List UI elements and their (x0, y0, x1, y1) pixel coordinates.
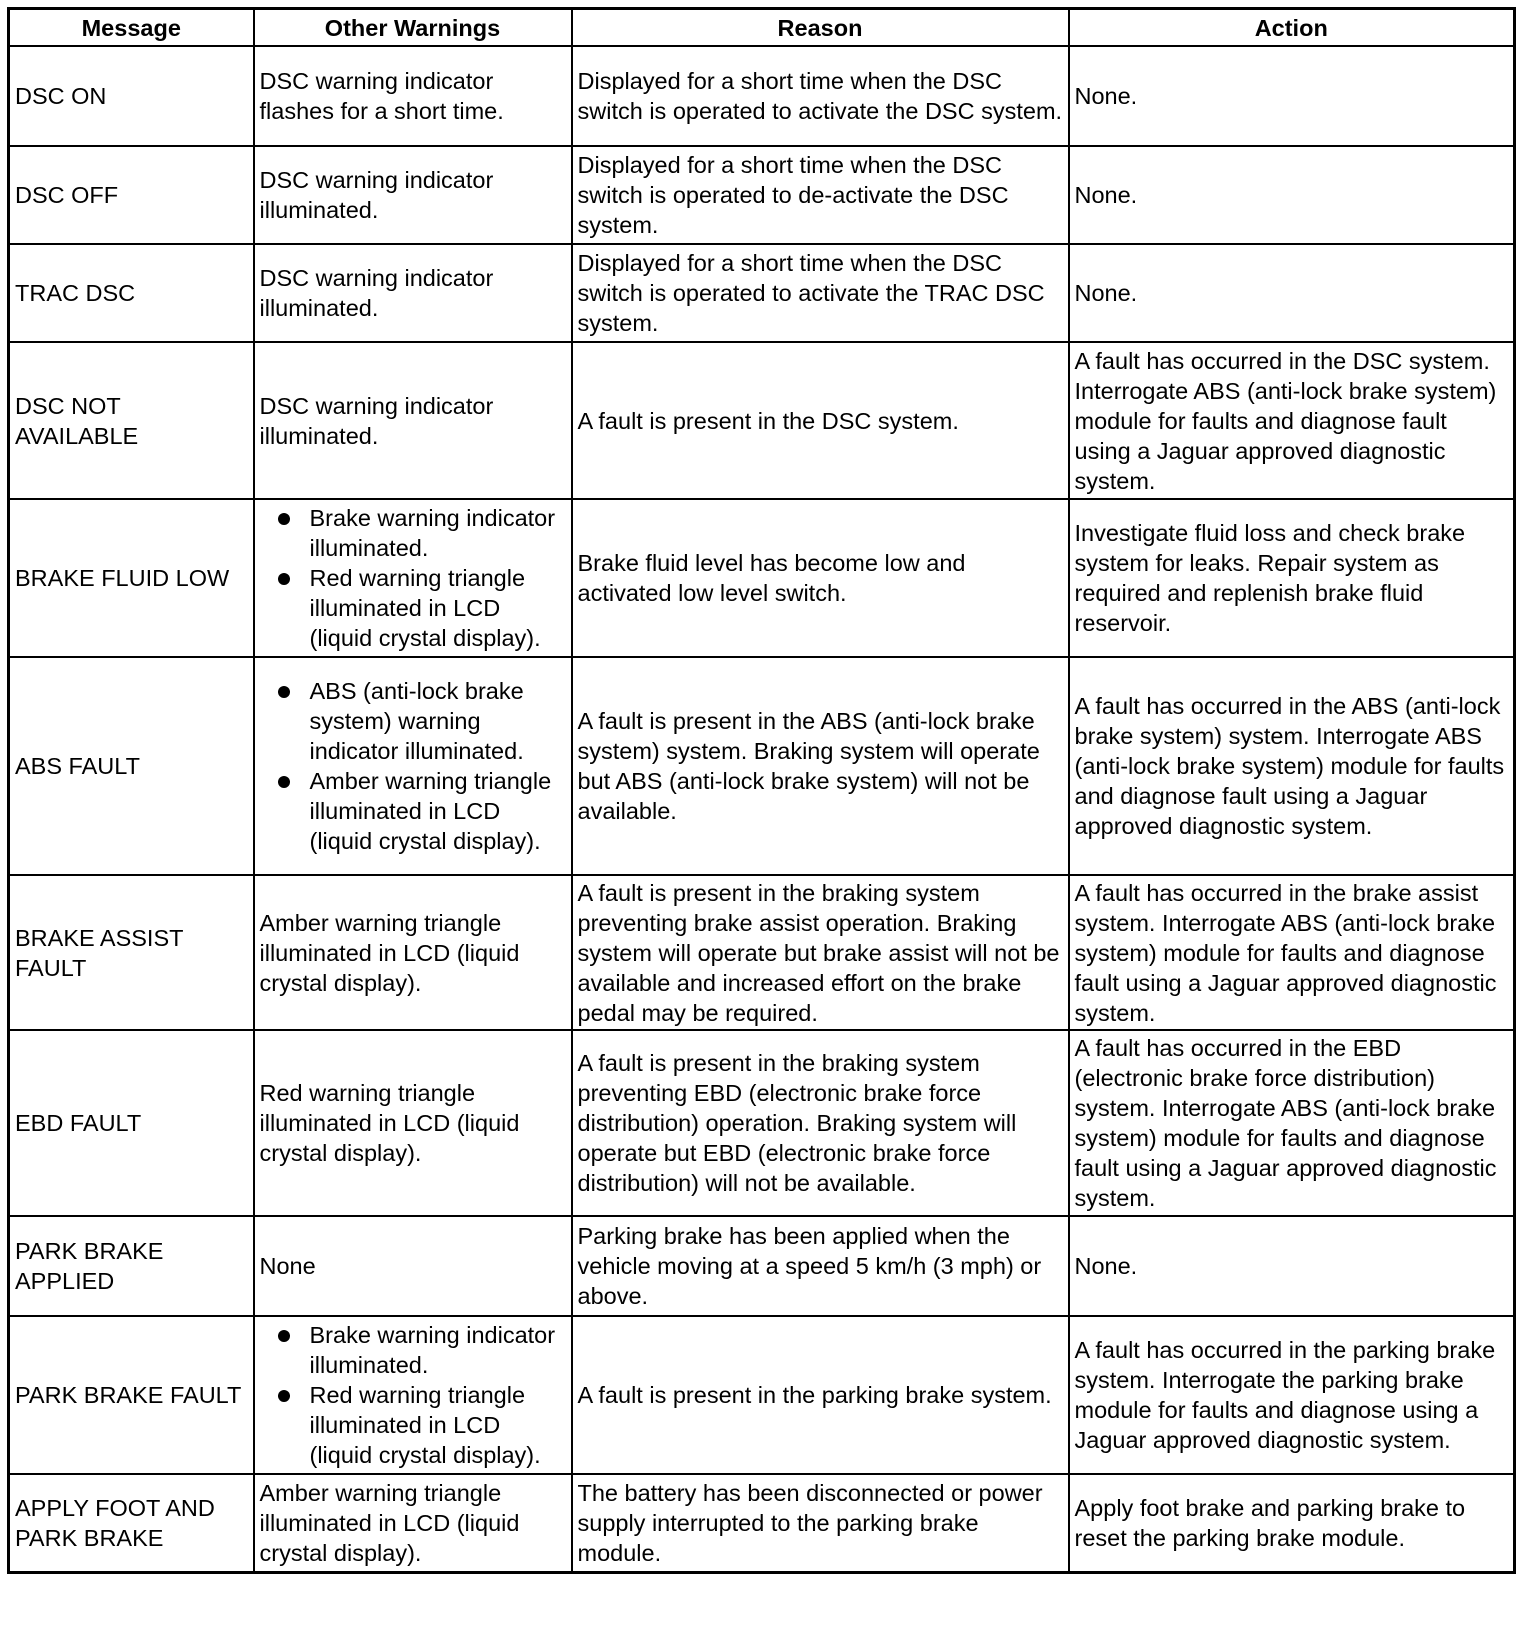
message-cell: DSC OFF (9, 146, 254, 244)
message-cell: PARK BRAKE APPLIED (9, 1216, 254, 1316)
action-cell: Apply foot brake and parking brake to reset the parking brake module. (1069, 1474, 1515, 1572)
action-cell: None. (1069, 146, 1515, 244)
message-cell: APPLY FOOT AND PARK BRAKE (9, 1474, 254, 1572)
message-cell: DSC ON (9, 46, 254, 146)
reason-cell: Displayed for a short time when the DSC switch is operated to de-activate the DSC system. (572, 146, 1069, 244)
other-warnings-cell: DSC warning indicator illuminated. (254, 342, 572, 499)
reason-cell: A fault is present in the ABS (anti-lock brake system) system. Braking system will operate but ABS (anti-lock brake system) will not be available. (572, 657, 1069, 875)
warnings-bullet-list (260, 1320, 566, 1470)
warnings-bullet-list (260, 676, 566, 856)
action-cell: A fault has occurred in the DSC system. Interrogate ABS (anti-lock brake system) module for faults and diagnose fault using a Jaguar approved diagnostic system. (1069, 342, 1515, 499)
warning-bullet-item: Red warning triangle illuminated in LCD (liquid crystal display). (310, 1380, 566, 1470)
table-row (9, 657, 1515, 875)
reason-cell: A fault is present in the braking system preventing EBD (electronic brake force distribution) operation. Braking system will operate but EBD (electronic brake force distribution) will not be available. (572, 1030, 1069, 1216)
warning-messages-table (7, 7, 1516, 1574)
reason-cell: The battery has been disconnected or power supply interrupted to the parking brake module. (572, 1474, 1069, 1572)
warning-bullet-item: Red warning triangle illuminated in LCD (liquid crystal display). (310, 563, 566, 653)
table-header (9, 9, 1515, 47)
message-cell: BRAKE FLUID LOW (9, 499, 254, 657)
warning-bullet-item: ABS (anti-lock brake system) warning indicator illuminated. (310, 676, 566, 766)
table-row (9, 46, 1515, 146)
reason-cell: Displayed for a short time when the DSC switch is operated to activate the DSC system. (572, 46, 1069, 146)
action-cell: Investigate fluid loss and check brake system for leaks. Repair system as required and replenish brake fluid reservoir. (1069, 499, 1515, 657)
other-warnings-cell: None (254, 1216, 572, 1316)
table-row (9, 499, 1515, 657)
other-warnings-cell: Red warning triangle illuminated in LCD (liquid crystal display). (254, 1030, 572, 1216)
table-row (9, 1316, 1515, 1474)
warning-bullet-item: Amber warning triangle illuminated in LCD (liquid crystal display). (310, 766, 566, 856)
action-cell: A fault has occurred in the EBD (electronic brake force distribution) system. Interrogate ABS (anti-lock brake system) module for faults and diagnose fault using a Jaguar approved diagnostic system. (1069, 1030, 1515, 1216)
action-cell: A fault has occurred in the parking brake system. Interrogate the parking brake module for faults and diagnose using a Jaguar approved diagnostic system. (1069, 1316, 1515, 1474)
reason-cell: Brake fluid level has become low and activated low level switch. (572, 499, 1069, 657)
action-cell: A fault has occurred in the brake assist system. Interrogate ABS (anti-lock brake system) module for faults and diagnose fault using a Jaguar approved diagnostic system. (1069, 875, 1515, 1030)
reason-cell: Displayed for a short time when the DSC switch is operated to activate the TRAC DSC system. (572, 244, 1069, 342)
table-row (9, 244, 1515, 342)
other-warnings-cell: Amber warning triangle illuminated in LCD (liquid crystal display). (254, 1474, 572, 1572)
other-warnings-cell (254, 499, 572, 657)
message-cell: PARK BRAKE FAULT (9, 1316, 254, 1474)
table-body (9, 46, 1515, 1572)
message-cell: BRAKE ASSIST FAULT (9, 875, 254, 1030)
action-cell: None. (1069, 46, 1515, 146)
other-warnings-cell: Amber warning triangle illuminated in LCD (liquid crystal display). (254, 875, 572, 1030)
message-cell: ABS FAULT (9, 657, 254, 875)
table-row (9, 1030, 1515, 1216)
warnings-bullet-list (260, 503, 566, 653)
table-row (9, 875, 1515, 1030)
other-warnings-cell: DSC warning indicator illuminated. (254, 146, 572, 244)
header-row (9, 9, 1515, 47)
reason-cell: A fault is present in the parking brake system. (572, 1316, 1069, 1474)
header-action: Action (1069, 9, 1515, 47)
message-cell: DSC NOT AVAILABLE (9, 342, 254, 499)
message-cell: TRAC DSC (9, 244, 254, 342)
action-cell: A fault has occurred in the ABS (anti-lock brake system) system. Interrogate ABS (anti-lock brake system) module for faults and diagnose fault using a Jaguar approved diagnostic system. (1069, 657, 1515, 875)
header-message: Message (9, 9, 254, 47)
warning-bullet-item: Brake warning indicator illuminated. (310, 1320, 566, 1380)
header-reason: Reason (572, 9, 1069, 47)
reason-cell: Parking brake has been applied when the vehicle moving at a speed 5 km/h (3 mph) or above. (572, 1216, 1069, 1316)
table-row (9, 146, 1515, 244)
header-other-warnings: Other Warnings (254, 9, 572, 47)
other-warnings-cell: DSC warning indicator illuminated. (254, 244, 572, 342)
action-cell: None. (1069, 1216, 1515, 1316)
table-row (9, 342, 1515, 499)
other-warnings-cell (254, 657, 572, 875)
document-page (7, 7, 1513, 1574)
reason-cell: A fault is present in the braking system preventing brake assist operation. Braking system will operate but brake assist will not be available and increased effort on the brake pedal may be required. (572, 875, 1069, 1030)
warning-bullet-item: Brake warning indicator illuminated. (310, 503, 566, 563)
other-warnings-cell: DSC warning indicator flashes for a short time. (254, 46, 572, 146)
reason-cell: A fault is present in the DSC system. (572, 342, 1069, 499)
action-cell: None. (1069, 244, 1515, 342)
message-cell: EBD FAULT (9, 1030, 254, 1216)
other-warnings-cell (254, 1316, 572, 1474)
table-row (9, 1216, 1515, 1316)
table-row (9, 1474, 1515, 1572)
